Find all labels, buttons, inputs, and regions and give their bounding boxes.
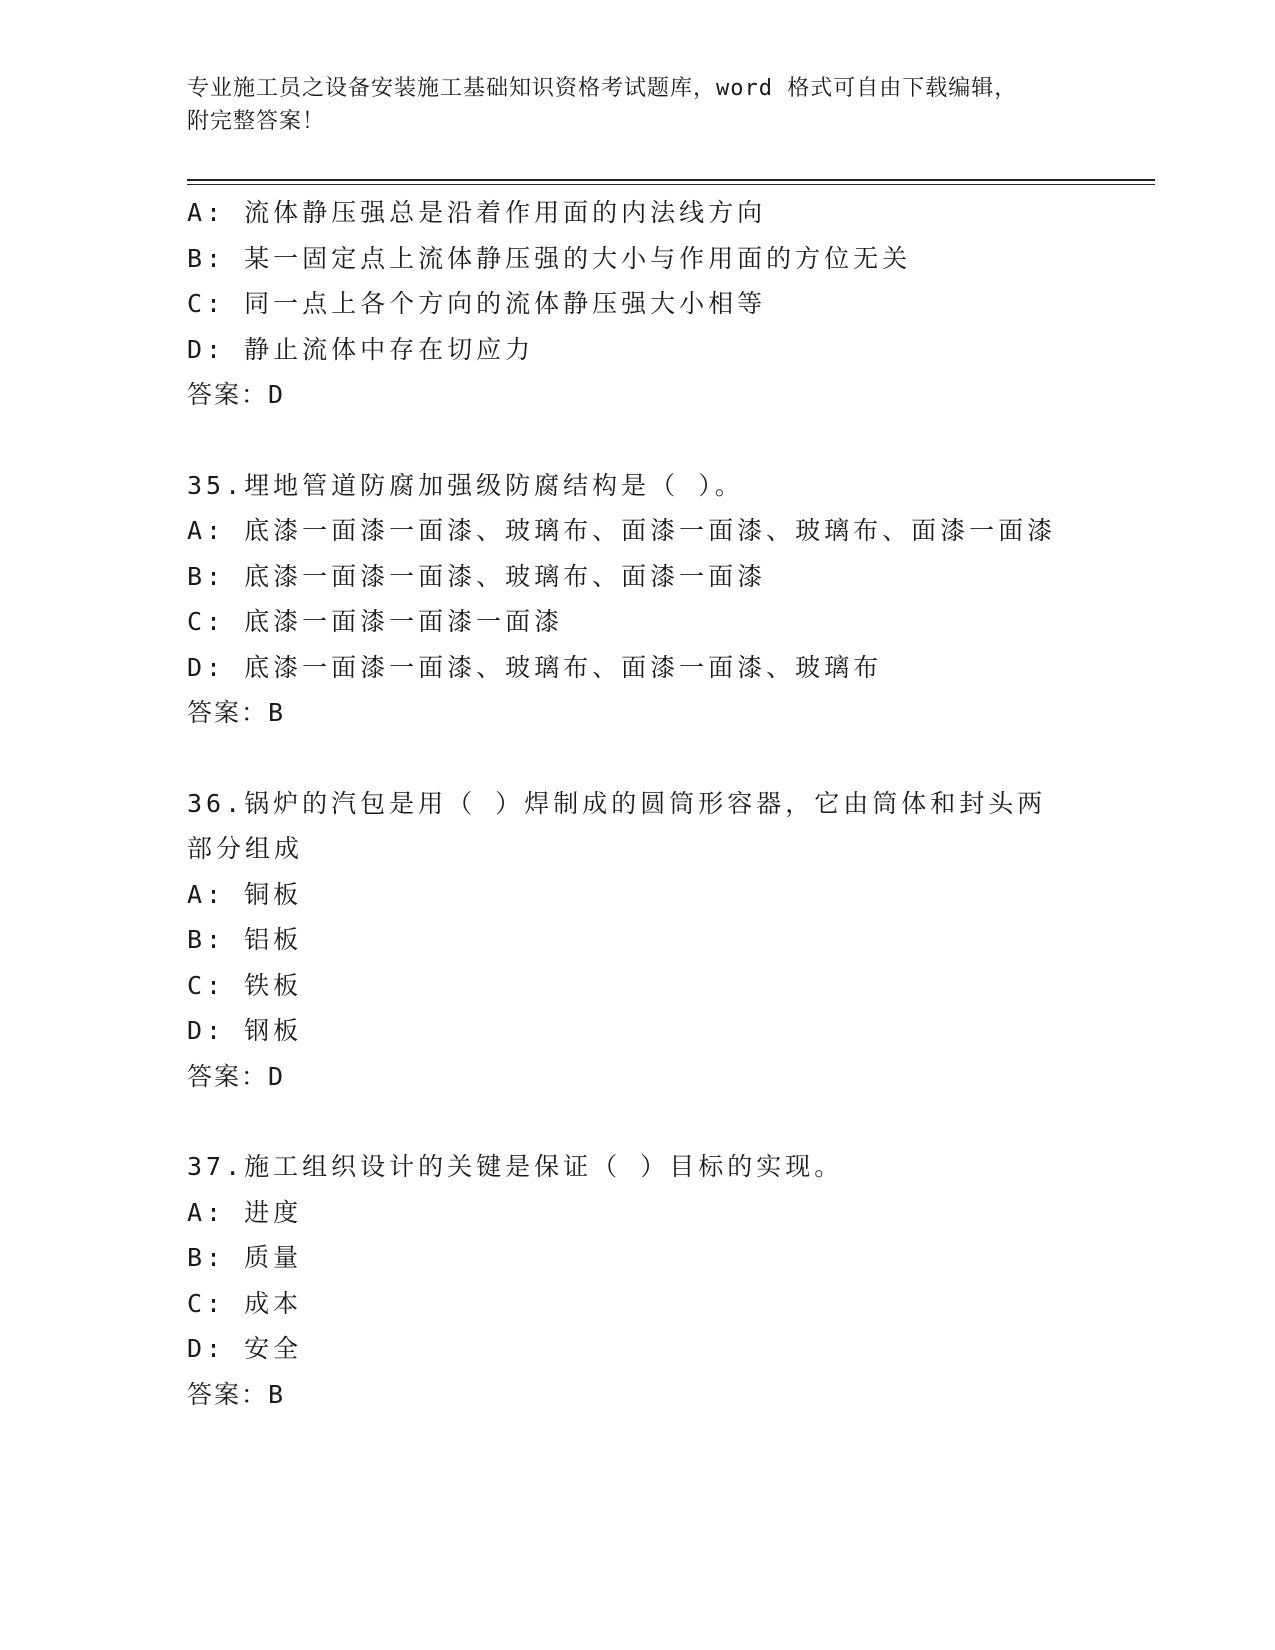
question-text: 37.施工组织设计的关键是保证（ ）目标的实现。 bbox=[187, 1152, 844, 1181]
option-d: D: 安全 bbox=[187, 1334, 303, 1363]
answer: 答案：B bbox=[187, 698, 286, 727]
option-d: D: 底漆一面漆一面漆、玻璃布、面漆一面漆、玻璃布 bbox=[187, 652, 883, 682]
option-a: A: 底漆一面漆一面漆、玻璃布、面漆一面漆、玻璃布、面漆一面漆 bbox=[187, 516, 1057, 545]
option-a: A: 流体静压强总是沿着作用面的内法线方向 bbox=[187, 198, 767, 227]
question-block bbox=[187, 781, 1147, 1100]
answer: 答案：D bbox=[187, 1061, 286, 1091]
document-header bbox=[187, 72, 1077, 138]
header-line-1: 专业施工员之设备安装施工基础知识资格考试题库，word 格式可自由下载编辑， bbox=[187, 76, 1018, 101]
option-c: C: 底漆一面漆一面漆一面漆 bbox=[187, 607, 564, 636]
option-a: A: 铜板 bbox=[187, 879, 303, 909]
header-line-2: 附完整答案！ bbox=[187, 109, 326, 134]
option-b: B: 底漆一面漆一面漆、玻璃布、面漆一面漆 bbox=[187, 561, 767, 591]
option-c: C: 铁板 bbox=[187, 970, 303, 1000]
question-block bbox=[187, 1144, 1147, 1417]
header-divider-thin bbox=[187, 184, 1155, 185]
question-block bbox=[187, 463, 1147, 736]
answer: 答案：B bbox=[187, 1379, 286, 1409]
answer: 答案：D bbox=[187, 380, 286, 409]
option-c: C: 同一点上各个方向的流体静压强大小相等 bbox=[187, 289, 767, 318]
question-text: 36.锅炉的汽包是用（ ）焊制成的圆筒形容器，它由筒体和封头两部分组成 bbox=[187, 788, 1047, 863]
option-d: D: 静止流体中存在切应力 bbox=[187, 334, 535, 364]
option-b: B: 铝板 bbox=[187, 925, 303, 954]
option-d: D: 钢板 bbox=[187, 1016, 303, 1045]
option-c: C: 成本 bbox=[187, 1288, 303, 1318]
option-a: A: 进度 bbox=[187, 1197, 303, 1227]
header-divider-thick bbox=[187, 179, 1155, 181]
question-list bbox=[187, 190, 1147, 1417]
option-b: B: 质量 bbox=[187, 1243, 303, 1272]
option-b: B: 某一固定点上流体静压强的大小与作用面的方位无关 bbox=[187, 243, 912, 273]
question-block bbox=[187, 190, 1147, 418]
question-text: 35.埋地管道防腐加强级防腐结构是（ ）。 bbox=[187, 470, 744, 500]
